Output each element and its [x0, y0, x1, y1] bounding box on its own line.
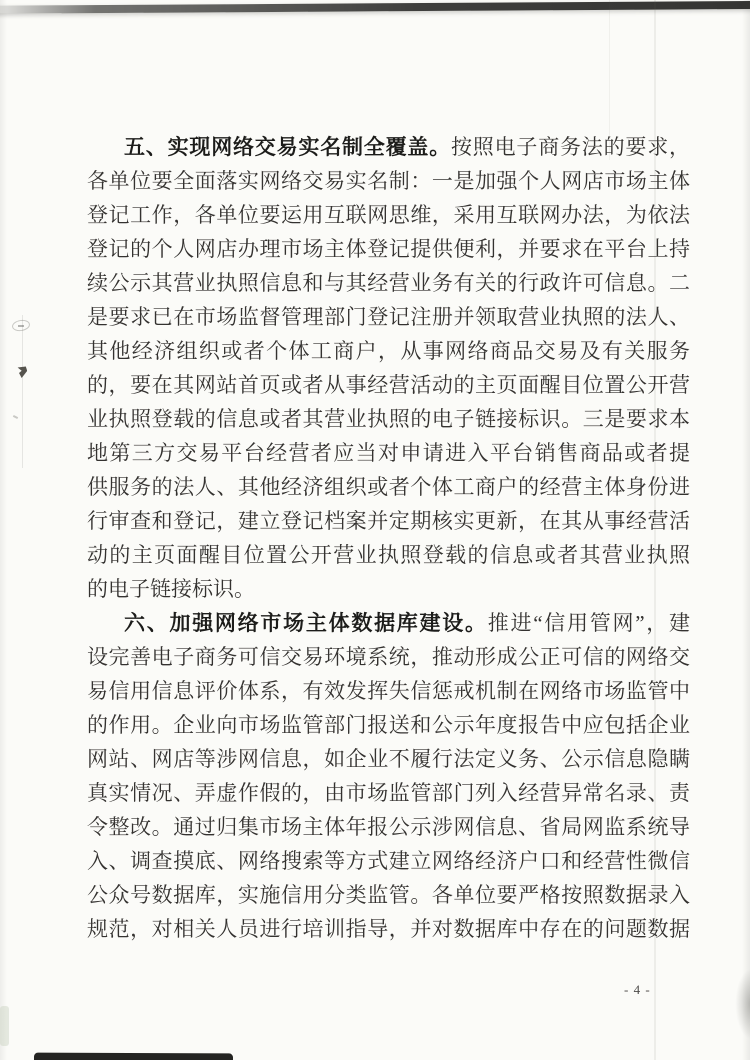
line-text: 供服务的法人、其他经济组织或者个体工商户的经营主体身份进: [87, 475, 690, 499]
text-line: [87, 878, 690, 912]
line-text: 的，要在其网站首页或者从事经营活动的主页面醒目位置公开营: [87, 373, 690, 397]
pencil-circle-inner-dash: [18, 325, 24, 327]
ink-check-mark: [16, 365, 28, 378]
scan-left-edge-shading: [0, 0, 7, 1060]
scan-bottom-edge-artifact: [34, 1053, 233, 1060]
text-line: [87, 368, 690, 402]
text-line: [87, 334, 690, 368]
line-text: 的作用。企业向市场监管部门报送和公示年度报告中应包括企业: [87, 713, 690, 737]
scan-right-edge-shading: [742, 0, 750, 1060]
text-line: [87, 504, 690, 538]
text-line: [87, 572, 690, 606]
paper-crease-line: [22, 315, 23, 468]
text-line: [87, 674, 690, 708]
line-text: 是要求已在市场监督管理部门登记注册并领取营业执照的法人、: [87, 305, 690, 329]
text-line: [87, 130, 690, 164]
line-text: 公众号数据库，实施信用分类监管。各单位要严格按照数据录入: [87, 883, 690, 907]
line-text: 按照电子商务法的要求，: [451, 135, 690, 159]
line-text: 的电子链接标识。: [87, 577, 255, 601]
line-text: 行审查和登记，建立登记档案并定期核实更新，在其从事经营活: [87, 509, 690, 533]
scan-shadow-blob: [732, 960, 750, 1048]
text-line: [87, 198, 690, 232]
line-text: 登记工作，各单位要运用互联网思维，采用互联网办法，为依法: [87, 203, 690, 227]
page-number: - 4 -: [624, 982, 651, 997]
line-text: 网站、网店等涉网信息，如企业不履行法定义务、公示信息隐瞒: [87, 747, 690, 771]
line-text: 动的主页面醒目位置公开营业执照登载的信息或者其营业执照: [87, 543, 690, 567]
line-text: 入、调查摸底、网络搜索等方式建立网络经济户口和经营性微信: [87, 849, 690, 873]
text-line: [87, 912, 690, 946]
line-text: 登记的个人网店办理市场主体登记提供便利，并要求在平台上持: [87, 237, 690, 261]
section-heading: 六、加强网络市场主体数据库建设。: [124, 612, 488, 635]
scan-top-edge-artifact: [0, 1, 750, 14]
text-line: [87, 640, 690, 674]
line-text: 业执照登载的信息或者其营业执照的电子链接标识。三是要求本: [87, 407, 690, 431]
line-text: 地第三方交易平台经营者应当对申请进入平台销售商品或者提: [87, 441, 690, 465]
line-text: 真实情况、弄虚作假的，由市场监管部门列入经营异常名录、责: [87, 781, 690, 805]
text-line: [87, 538, 690, 572]
line-text: 令整改。通过归集市场主体年报公示涉网信息、省局网监系统导: [87, 815, 690, 839]
section-heading: 五、实现网络交易实名制全覆盖。: [124, 136, 451, 159]
text-line: [87, 436, 690, 470]
text-line: [87, 742, 690, 776]
text-line: [87, 470, 690, 504]
line-text: 其他经济组织或者个体工商户，从事网络商品交易及有关服务: [87, 339, 690, 363]
small-dash-mark: [13, 415, 18, 419]
text-line: [87, 266, 690, 300]
line-text: 推进“信用管网”，建: [487, 611, 690, 635]
bottom-left-smudge: [0, 1006, 9, 1046]
line-text: 续公示其营业执照信息和与其经营业务有关的行政许可信息。二: [87, 271, 690, 295]
text-line: [87, 164, 690, 198]
line-text: 设完善电子商务可信交易环境系统，推动形成公正可信的网络交: [87, 645, 690, 669]
line-text: 易信用信息评价体系，有效发挥失信惩戒机制在网络市场监管中: [87, 679, 690, 703]
text-line: [87, 844, 690, 878]
text-line: [87, 810, 690, 844]
text-line: [87, 300, 690, 334]
text-line: [87, 232, 690, 266]
document-body-text: [87, 130, 690, 946]
line-text: 各单位要全面落实网络交易实名制：一是加强个人网店市场主体: [87, 169, 690, 193]
text-line: [87, 402, 690, 436]
text-line: [87, 708, 690, 742]
text-line: [87, 776, 690, 810]
text-line: [87, 606, 690, 640]
line-text: 规范，对相关人员进行培训指导，并对数据库中存在的问题数据: [87, 917, 690, 941]
